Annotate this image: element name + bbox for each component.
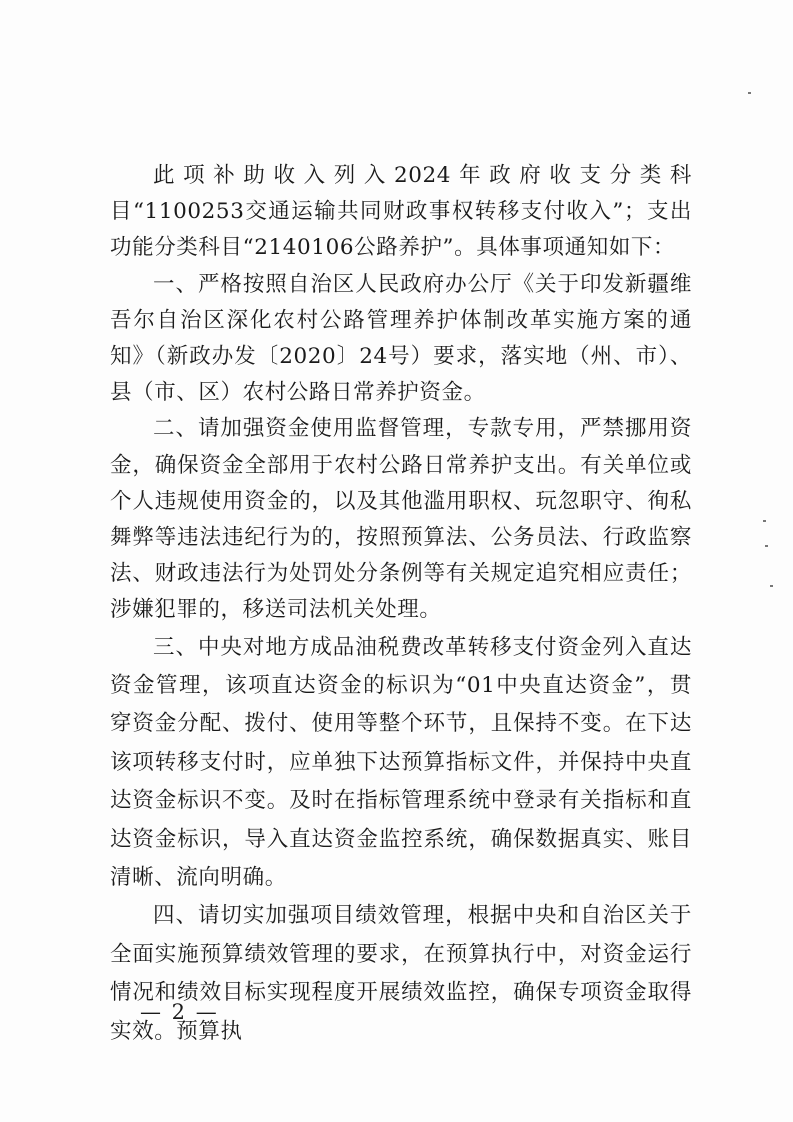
paragraph-item-4: 四、请切实加强项目绩效管理，根据中央和自治区关于全面实施预算绩效管理的要求，在预算执行中，对资金运行情况和绩效目标实现程度开展绩效监控，确保专项资金取得实效。预算执 [110, 903, 692, 1044]
scan-speck [763, 520, 766, 522]
paragraph-item-2: 二、请加强资金使用监督管理，专款专用，严禁挪用资金，确保资金全部用于农村公路日常养护支出。有关单位或个人违规使用资金的，以及其他滥用职权、玩忽职守、徇私舞弊等违法违纪行为的，按照预算法、公务员法、行政监察法、财政违法行为处罚处分条例等有关规定追究相应责任；涉嫌犯罪的，移送司法机关处理。 [110, 416, 692, 623]
scan-speck [748, 92, 751, 94]
scan-speck [765, 545, 768, 547]
document-body [110, 158, 692, 1051]
paragraph-item-3: 三、中央对地方成品油税费改革转移支付资金列入直达资金管理，该项直达资金的标识为“01中央直达资金”，贯穿资金分配、拨付、使用等整个环节，且保持不变。在下达该项转移支付时，应单独下达预算指标文件，并保持中央直达资金标识不变。及时在指标管理系统中登录有关指标和直达资金标识，导入直达资金监控系统，确保数据真实、账目清晰、流向明确。 [110, 634, 692, 891]
scan-speck [770, 585, 773, 587]
page-number: — 2 — [140, 1000, 219, 1024]
paragraph-intro: 此项补助收入列入2024年政府收支分类科目“1100253交通运输共同财政事权转移支付收入”；支出功能分类科目“2140106公路养护”。具体事项通知如下： [110, 163, 692, 261]
paragraph-item-1: 一、严格按照自治区人民政府办公厅《关于印发新疆维吾尔自治区深化农村公路管理养护体制改革实施方案的通知》（新政办发〔2020〕24号）要求，落实地（州、市）、县（市、区）农村公路日常养护资金。 [110, 271, 692, 406]
